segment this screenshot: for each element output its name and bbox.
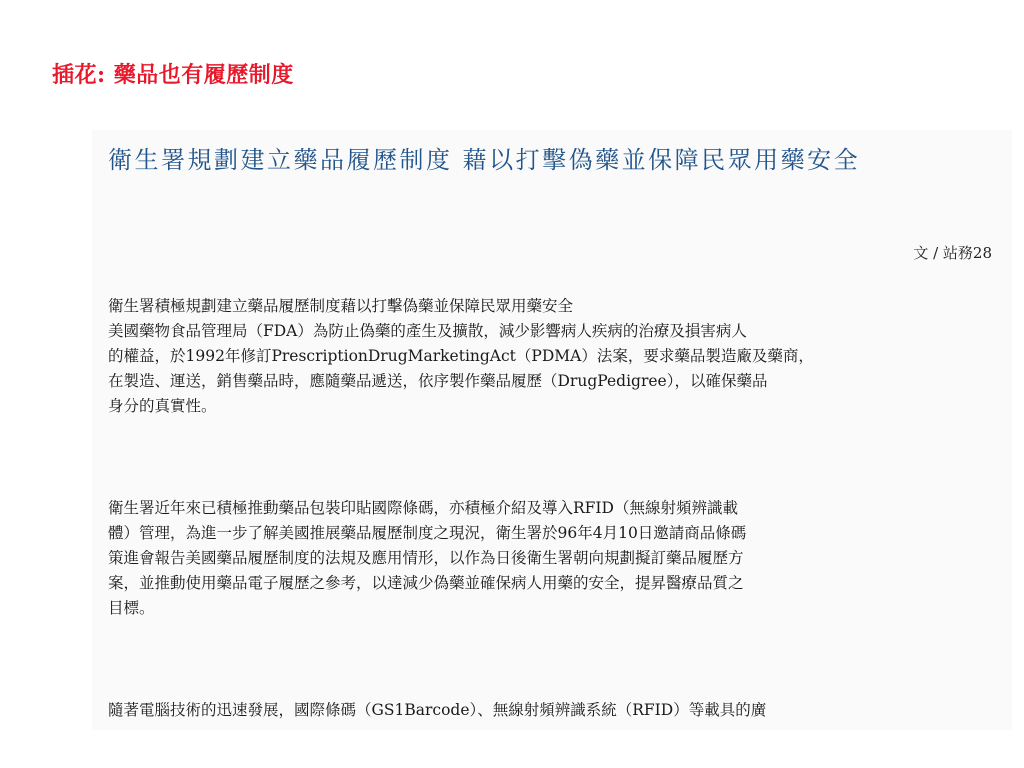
paragraph-line: 目標。 (108, 599, 155, 617)
article-paragraph-1 (108, 294, 998, 419)
paragraph-line: 體）管理，為進一步了解美國推展藥品履歷制度之現況，衛生署於96年4月10日邀請商品條碼 (108, 524, 747, 542)
slide-title: 插花: 藥品也有履歷制度 (52, 62, 294, 88)
article-panel (92, 130, 1012, 730)
article-paragraph-2 (108, 496, 998, 621)
paragraph-line: 的權益，於1992年修訂PrescriptionDrugMarketingAct（PDMA）法案，要求藥品製造廠及藥商， (108, 347, 814, 365)
paragraph-line: 美國藥物食品管理局（FDA）為防止偽藥的產生及擴散，減少影響病人疾病的治療及損害病人 (108, 322, 747, 340)
paragraph-line: 身分的真實性。 (108, 397, 217, 415)
paragraph-line: 衛生署近年來已積極推動藥品包裝印貼國際條碼，亦積極介紹及導入RFID（無線射頻辨識載 (108, 499, 738, 517)
paragraph-line: 衛生署積極規劃建立藥品履歷制度藉以打擊偽藥並保障民眾用藥安全 (108, 297, 574, 315)
paragraph-line: 策進會報告美國藥品履歷制度的法規及應用情形，以作為日後衛生署朝向規劃擬訂藥品履歷方 (108, 549, 744, 567)
article-byline: 文 / 站務28 (913, 244, 992, 262)
paragraph-line: 隨著電腦技術的迅速發展，國際條碼（GS1Barcode）、無線射頻辨識系統（RFID）等載具的廣 (108, 701, 767, 719)
article-paragraph-3 (108, 698, 998, 723)
article-headline: 衛生署規劃建立藥品履歷制度 藉以打擊偽藥並保障民眾用藥安全 (108, 146, 861, 174)
paragraph-line: 在製造、運送，銷售藥品時，應隨藥品遞送，依序製作藥品履歷（DrugPedigree），以確保藥品 (108, 372, 768, 390)
paragraph-line: 案，並推動使用藥品電子履歷之參考，以達減少偽藥並確保病人用藥的安全，提昇醫療品質之 (108, 574, 744, 592)
